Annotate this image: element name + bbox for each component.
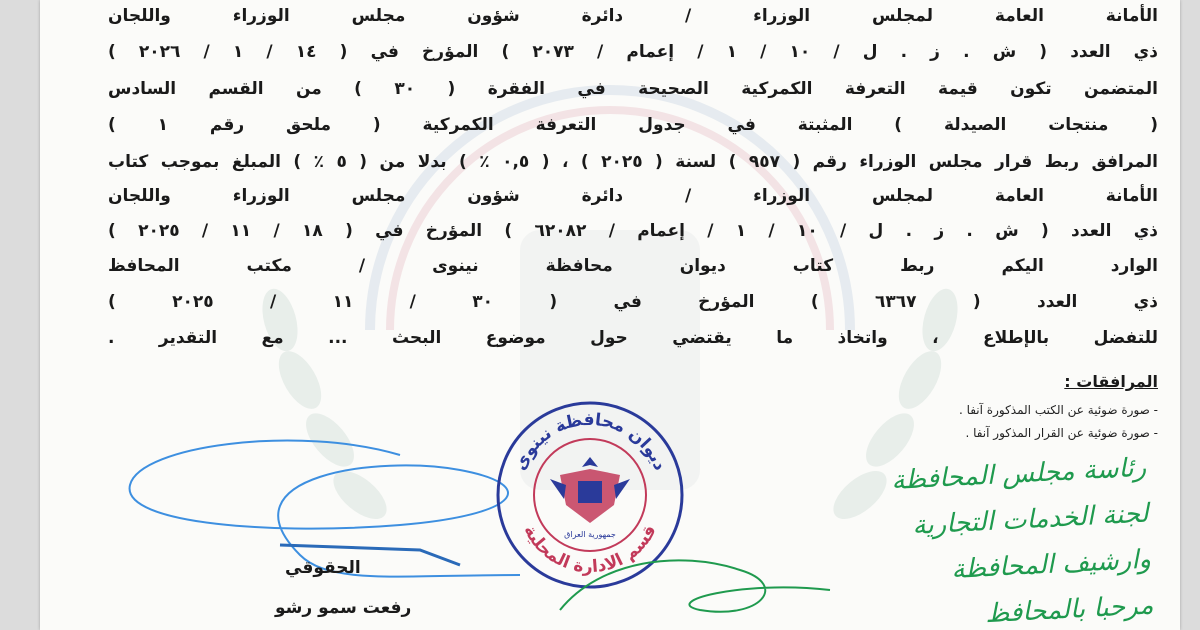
letter-line: الأمانة العامة لمجلس الوزراء / دائرة شؤون مجلس الوزراء واللجان xyxy=(108,186,1158,206)
letter-line: ذي العدد ( ش . ز . ل / ١٠ / ١ / إعمام / ٦٢٠٨٢ ) المؤرخ في ( ١٨ / ١١ / ٢٠٢٥ ) xyxy=(108,221,1159,241)
handwritten-note-line: رئاسة مجلس المحافظة xyxy=(890,452,1147,496)
signatory-name: رفعت سمو رشو xyxy=(275,598,412,618)
letter-line: المرافق ربط قرار مجلس الوزراء رقم ( ٩٥٧ ) لسنة ( ٢٠٢٥ ) ، ( ٠,٥ ٪ ) بدلا من ( ٥ ٪ ) المبلغ بموجب كتاب xyxy=(108,152,1158,172)
stamp-top-text: ديوان محافظة نينوى xyxy=(510,409,670,474)
letter-line: الوارد اليكم ربط كتاب ديوان محافظة نينوى / مكتب المحافظ xyxy=(108,256,1158,276)
letter-line: ذي العدد ( ٦٣٦٧ ) المؤرخ في ( ٣٠ / ١١ / ٢٠٢٥ ) xyxy=(108,292,1158,312)
attachments-title: المرافقات : xyxy=(1064,372,1158,391)
letter-line: المتضمن تكون قيمة التعرفة الكمركية الصحيحة في الفقرة ( ٣٠ ) من القسم السادس xyxy=(108,79,1159,99)
scanned-document-page xyxy=(40,0,1180,630)
stamp-emblem-caption: جمهورية العراق xyxy=(564,530,616,539)
green-signature-scribble xyxy=(540,540,840,630)
signatory-title: الحقوقي xyxy=(285,558,361,578)
attachment-item: - صورة ضوئية عن القرار المذكور آنفا . xyxy=(965,426,1158,440)
handwritten-note-line: مرحبا بالمحافظ xyxy=(984,590,1155,630)
letter-line: للتفضل بالإطلاع ، واتخاذ ما يقتضي حول موضوع البحث ... مع التقدير . xyxy=(108,328,1158,348)
letter-line: الأمانة العامة لمجلس الوزراء / دائرة شؤون مجلس الوزراء واللجان xyxy=(108,6,1158,26)
letter-line: ذي العدد ( ش . ز . ل / ١٠ / ١ / إعمام / ٢٠٧٣ ) المؤرخ في ( ١٤ / ١ / ٢٠٢٦ ) xyxy=(108,42,1158,62)
attachment-item: - صورة ضوئية عن الكتب المذكورة آنفا . xyxy=(958,403,1158,417)
letter-line: ( منتجات الصيدلة ) المثبتة في جدول التعرفة الكمركية ( ملحق رقم ١ ) xyxy=(108,115,1158,135)
stamp-bottom-text: قسم الادارة المحلية xyxy=(519,521,661,578)
handwritten-note-line: لجنة الخدمات التجارية xyxy=(911,498,1150,541)
eagle-emblem-icon xyxy=(550,457,630,523)
handwritten-note-line: وارشيف المحافظة xyxy=(950,544,1152,585)
